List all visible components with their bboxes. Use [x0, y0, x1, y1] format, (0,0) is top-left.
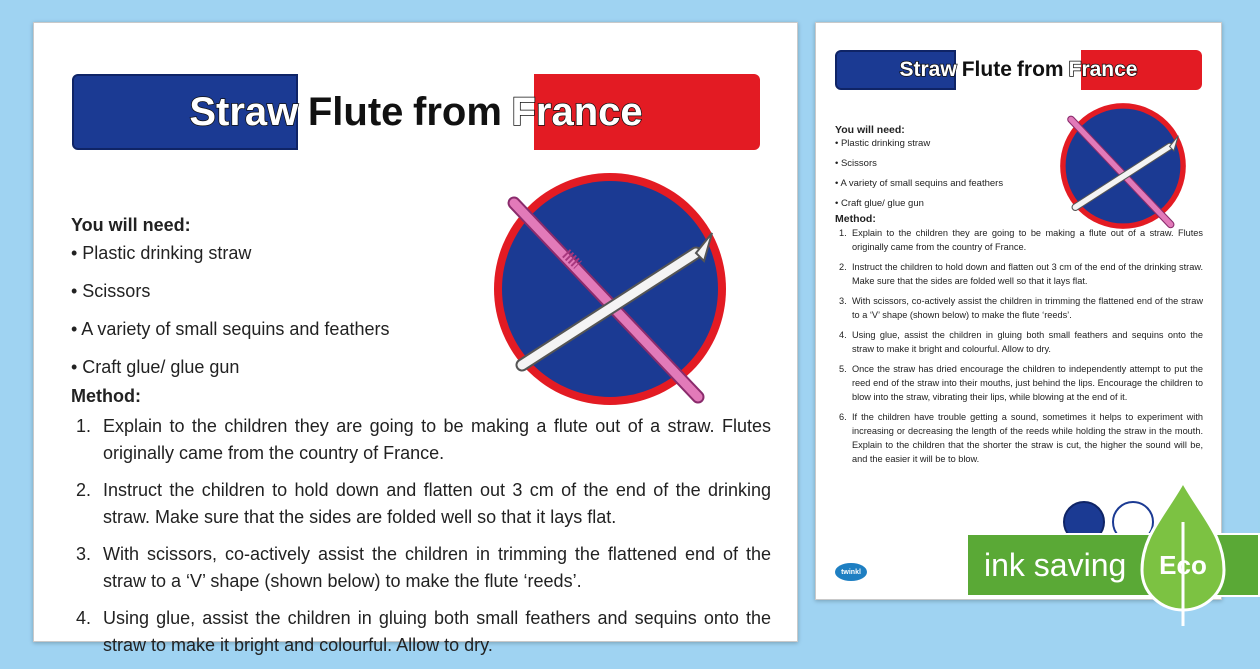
- instructions-body: [71, 215, 771, 669]
- ink-saving-label: ink saving: [984, 547, 1127, 583]
- title-word-from: from: [1016, 58, 1064, 81]
- step-text: Instruct the children to hold down and flatten out 3 cm of the end of the drinking straw. Make sure that the sides are folded well so that it lays flat.: [103, 480, 771, 527]
- method-step: [835, 260, 1203, 288]
- step-number: 1.: [76, 416, 92, 436]
- needs-list: [835, 137, 1203, 217]
- title-word-straw: Straw: [189, 89, 299, 134]
- method-step: [71, 605, 771, 659]
- list-item: • Plastic drinking straw: [71, 243, 252, 263]
- title-word-flute: Flute: [307, 89, 404, 134]
- list-item: • Plastic drinking straw: [835, 138, 931, 149]
- step-number: 3.: [839, 296, 847, 306]
- twinkl-logo: twinkl: [835, 563, 867, 581]
- step-text: Using glue, assist the children in gluing both small feathers and sequins onto the straw to make it bright and colourful. Allow to dry.: [852, 330, 1203, 354]
- method-step: [835, 328, 1203, 356]
- step-number: 5.: [839, 364, 847, 374]
- needs-heading: You will need:: [71, 215, 191, 235]
- method-step: [835, 294, 1203, 322]
- list-item: • Craft glue/ glue gun: [835, 198, 924, 209]
- title-word-france: France: [1068, 58, 1138, 81]
- list-item: • Scissors: [835, 158, 877, 169]
- eco-leaf-icon: [1136, 478, 1230, 628]
- list-item: • A variety of small sequins and feathers: [71, 319, 390, 339]
- step-number: 4.: [839, 330, 847, 340]
- title-word-from: from: [413, 89, 502, 134]
- step-number: 1.: [839, 228, 847, 238]
- method-heading: Method:: [835, 213, 876, 225]
- method-steps: [71, 413, 771, 659]
- step-number: 3.: [76, 544, 92, 564]
- eco-label: Eco: [1159, 550, 1207, 580]
- document-page-large: [33, 22, 798, 655]
- step-text: Using glue, assist the children in gluing both small feathers and sequins onto the straw to make it bright and colourful. Allow to dry.: [103, 608, 771, 655]
- step-text: Explain to the children they are going to be making a flute out of a straw. Flutes originally came from the country of France.: [103, 416, 771, 463]
- instructions-body: [835, 124, 1203, 472]
- list-item: • Craft glue/ glue gun: [71, 357, 240, 377]
- step-number: 4.: [76, 608, 92, 628]
- step-text: Explain to the children they are going to be making a flute out of a straw. Flutes originally came from the country of France.: [852, 228, 1203, 252]
- list-item: • A variety of small sequins and feathers: [835, 178, 1004, 189]
- page-title: [72, 74, 760, 150]
- step-text: With scissors, co-actively assist the children in trimming the flattened end of the straw to a ‘V’ shape (shown below) to make the flute ‘reeds’.: [852, 296, 1203, 320]
- step-number: 6.: [839, 412, 847, 422]
- step-number: 2.: [839, 262, 847, 272]
- method-step: [835, 410, 1203, 466]
- title-banner: [835, 50, 1202, 90]
- step-text: Once the straw has dried encourage the children to independently attempt to put the reed end of the straw into their mouths, just behind the lips. Encourage the children to blow into the straw, vibrating their lips, while blowing at the end of it.: [852, 364, 1203, 402]
- method-step: [71, 477, 771, 531]
- title-banner: [72, 74, 760, 150]
- method-heading: Method:: [71, 386, 141, 406]
- step-text: With scissors, co-actively assist the children in trimming the flattened end of the straw to a ‘V’ shape (shown below) to make the flute ‘reeds’.: [103, 544, 771, 591]
- title-word-france: France: [511, 89, 643, 134]
- title-word-flute: Flute: [961, 58, 1012, 81]
- method-step: [835, 362, 1203, 404]
- step-text: Instruct the children to hold down and flatten out 3 cm of the end of the drinking straw. Make sure that the sides are folded well so that it lays flat.: [852, 262, 1203, 286]
- title-word-straw: Straw: [899, 58, 957, 81]
- needs-heading: You will need:: [835, 124, 905, 136]
- page-title: [835, 50, 1202, 90]
- method-steps: [835, 226, 1203, 466]
- needs-list: [71, 240, 771, 392]
- list-item: • Scissors: [71, 281, 151, 301]
- method-step: [71, 413, 771, 467]
- method-step: [71, 541, 771, 595]
- step-text: If the children have trouble getting a sound, sometimes it helps to experiment with increasing or decreasing the length of the reeds while holding the straw in the mouth. Explain to the children that the shorter the straw is cut, the higher the sound will be, and the easier it will be to blow.: [852, 412, 1203, 464]
- step-number: 2.: [76, 480, 92, 500]
- method-step: [835, 226, 1203, 254]
